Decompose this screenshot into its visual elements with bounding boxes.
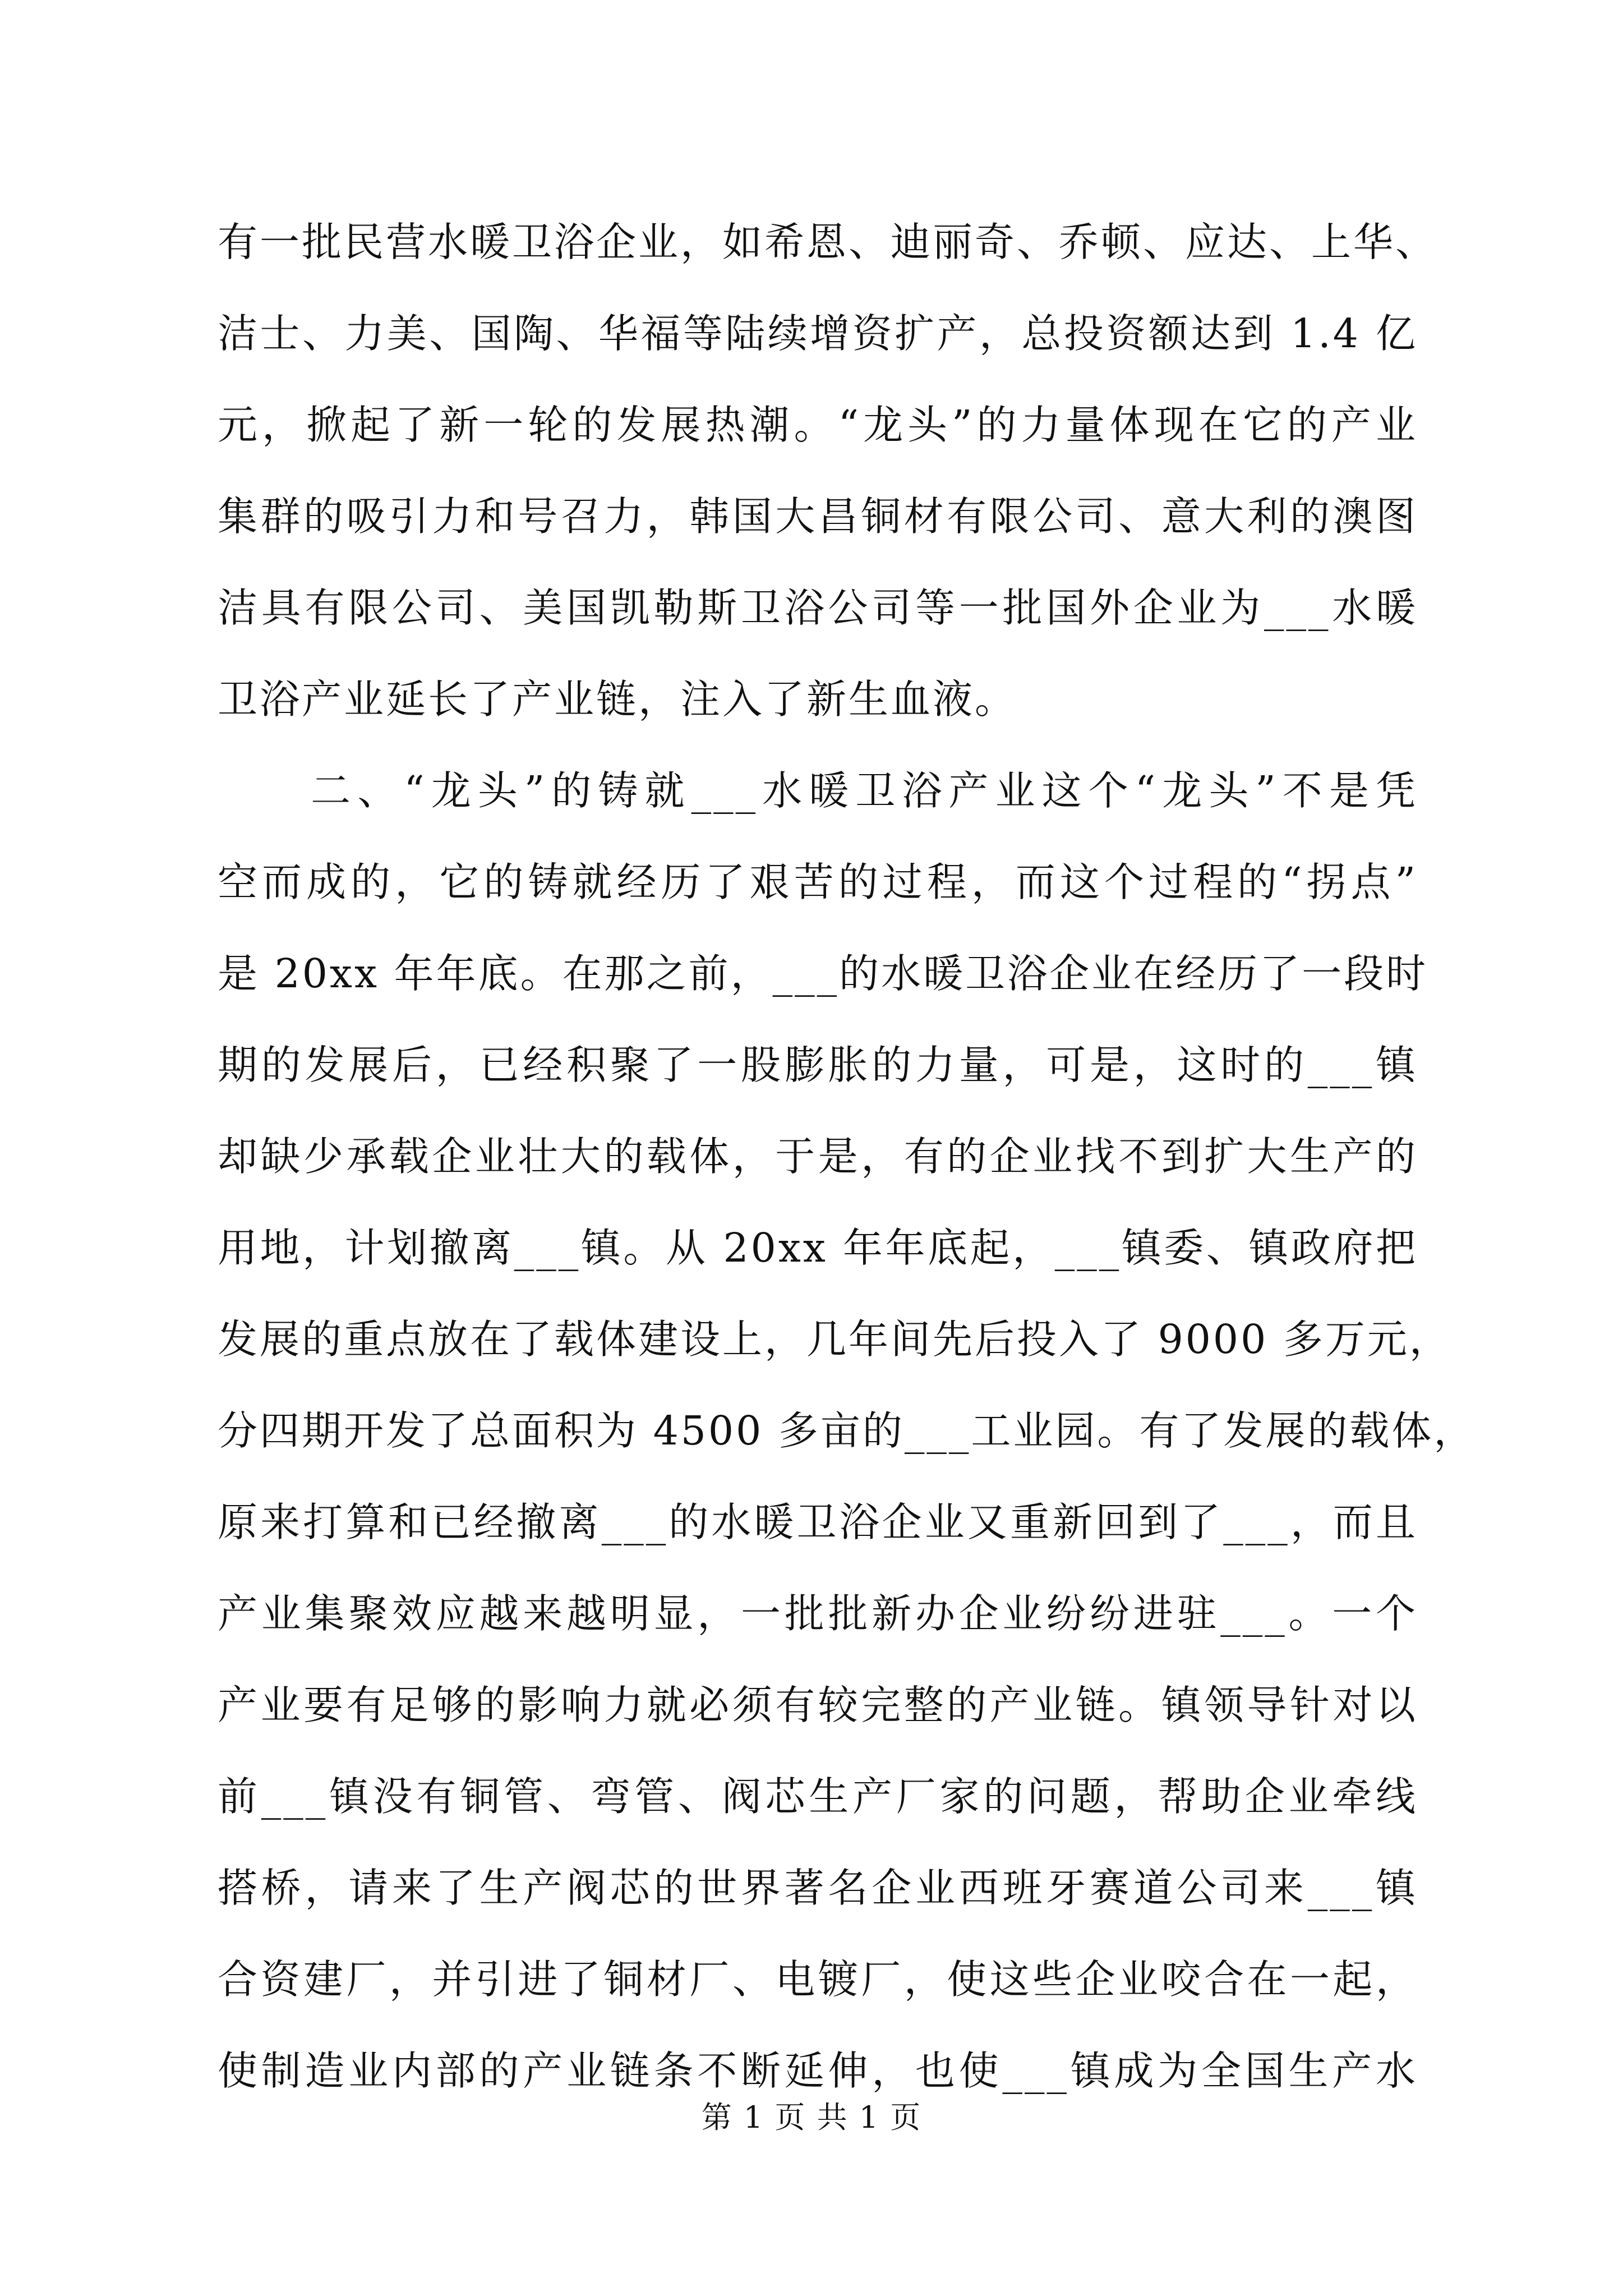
text-line-6: 卫浴产业延长了产业链，注入了新生血液。 [218, 676, 1017, 723]
text-line-9: 是 20xx 年年底。在那之前，___的水暖卫浴企业在经历了一段时 [218, 950, 1428, 997]
text-line-10: 期的发展后，已经积聚了一股膨胀的力量，可是，这时的___镇 [218, 1042, 1418, 1088]
text-line-21: 使制造业内部的产业链条不断延伸，也使___镇成为全国生产水 [218, 2047, 1418, 2094]
text-line-20: 合资建厂，并引进了铜材厂、电镀厂，使这些企业咬合在一起， [218, 1956, 1418, 2003]
text-line-12: 用地，计划撤离___镇。从 20xx 年年底起，___镇委、镇政府把 [218, 1225, 1418, 1271]
text-line-8: 空而成的，它的铸就经历了艰苦的过程，而这个过程的“拐点” [218, 859, 1418, 905]
text-line-19: 搭桥，请来了生产阀芯的世界著名企业西班牙赛道公司来___镇 [218, 1865, 1418, 1911]
text-line-3: 元，掀起了新一轮的发展热潮。“龙头”的力量体现在它的产业 [218, 402, 1418, 448]
document-body [218, 196, 1476, 2116]
text-line-13: 发展的重点放在了载体建设上，几年间先后投入了 9000 多万元， [218, 1316, 1451, 1363]
text-line-2: 洁士、力美、国陶、华福等陆续增资扩产，总投资额达到 1.4 亿 [218, 310, 1418, 357]
text-line-4: 集群的吸引力和号召力，韩国大昌铜材有限公司、意大利的澳图 [218, 493, 1418, 540]
text-line-14: 分四期开发了总面积为 4500 多亩的___工业园。有了发展的载体， [218, 1407, 1476, 1454]
text-line-17: 产业要有足够的影响力就必须有较完整的产业链。镇领导针对以 [218, 1682, 1418, 1728]
text-line-16: 产业集聚效应越来越明显，一批批新办企业纷纷进驻___。一个 [218, 1590, 1418, 1637]
text-line-1: 有一批民营水暖卫浴企业，如希恩、迪丽奇、乔顿、应达、上华、 [218, 219, 1438, 265]
page-footer: 第 1 页 共 1 页 [701, 2100, 922, 2135]
text-line-18: 前___镇没有铜管、弯管、阀芯生产厂家的问题，帮助企业牵线 [218, 1773, 1418, 1820]
text-line-11: 却缺少承载企业壮大的载体，于是，有的企业找不到扩大生产的 [218, 1133, 1418, 1180]
text-line-5: 洁具有限公司、美国凯勒斯卫浴公司等一批国外企业为___水暖 [218, 585, 1418, 631]
text-line-7: 二、“龙头”的铸就___水暖卫浴产业这个“龙头”不是凭 [218, 767, 1418, 814]
text-line-15: 原来打算和已经撤离___的水暖卫浴企业又重新回到了___，而且 [218, 1499, 1418, 1545]
